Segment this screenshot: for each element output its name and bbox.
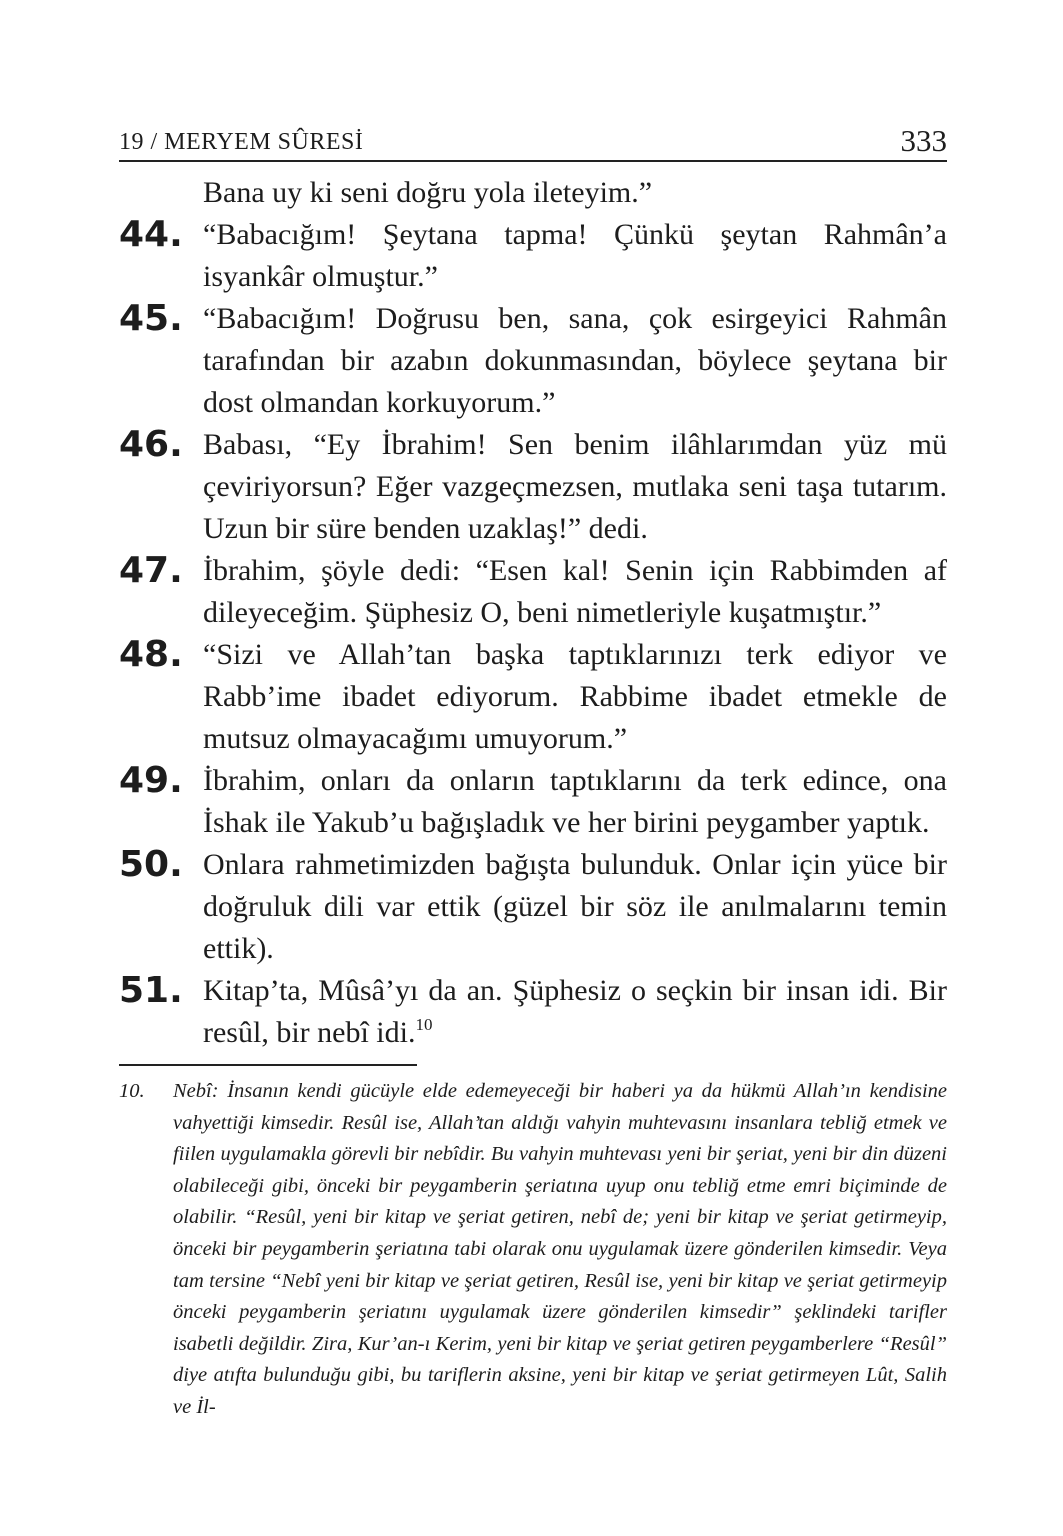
verse-47 <box>119 550 947 634</box>
footnote-reference[interactable]: 10 <box>415 1015 433 1034</box>
verse-number: 44. <box>119 214 183 255</box>
verse-45 <box>119 298 947 424</box>
verse-48 <box>119 634 947 760</box>
footnote-mark: 10. <box>119 1080 145 1102</box>
verse-text: Babası, “Ey İbrahim! Sen benim ilâhlarımdan yüz mü çeviriyorsun? Eğer vazgeçmezsen, mutlaka seni taşa tutarım. Uzun bir süre benden uzaklaş!” dedi. <box>203 428 947 545</box>
verse-number: 51. <box>119 970 183 1011</box>
page-number: 333 <box>900 123 947 158</box>
verse-text: Kitap’ta, Mûsâ’yı da an. Şüphesiz o seçkin bir insan idi. Bir resûl, bir nebî idi. <box>203 974 947 1049</box>
verse-51 <box>119 970 947 1054</box>
verse-number: 48. <box>119 634 183 675</box>
verse-text: “Babacığım! Doğrusu ben, sana, çok esirgeyici Rahmân tarafından bir azabın dokunmasından, böylece şeytana bir dost olmandan korkuyorum.” <box>203 302 947 419</box>
verse-text: İbrahim, şöyle dedi: “Esen kal! Senin için Rabbimden af dileyeceğim. Şüphesiz O, beni nimetleriyle kuşatmıştır.” <box>203 554 947 629</box>
verse-text: “Sizi ve Allah’tan başka taptıklarınızı terk ediyor ve Rabb’ime ibadet ediyorum. Rabbime ibadet etmekle de mutsuz olmayacağımı umuyorum.” <box>203 638 947 755</box>
verse-continuation: Bana uy ki seni doğru yola ileteyim.” <box>203 176 653 209</box>
verse-text: Onlara rahmetimizden bağışta bulunduk. Onlar için yüce bir doğruluk dili var ettik (güzel bir söz ile anılmalarını temin ettik). <box>203 848 947 965</box>
verse-50 <box>119 844 947 970</box>
verse-number: 45. <box>119 298 183 339</box>
verse-number: 46. <box>119 424 183 465</box>
running-head: 19 / MERYEM SÛRESİ <box>119 129 364 155</box>
footnote-10 <box>119 1076 947 1424</box>
footnote-divider <box>119 1064 417 1066</box>
verse-text: “Babacığım! Şeytana tapma! Çünkü şeytan Rahmân’a isyankâr olmuştur.” <box>203 218 947 293</box>
verse-text-wrap <box>203 970 947 1054</box>
verse-number: 49. <box>119 760 183 801</box>
verse-46 <box>119 424 947 550</box>
footnote-text: Nebî: İnsanın kendi gücüyle elde edemeyeceği bir haberi ya da hükmü Allah’ın kendisine vahyettiği kimsedir. Resûl ise, Allah’tan aldığı vahyin muhtevasını insanlara tebliğ etmek ve fiilen uygulamakla görevli bir nebîdir. Bu vahyin muhtevası yeni bir şeriat, yeni bir din düzeni olabileceği gibi, önceki bir peygamberin şeriatına uyup onu tebliğ etme emri biçiminde de olabilir. “Resûl, yeni bir kitap ve şeriat getiren, nebî de; yeni bir kitap ve şeriat getirmeyip, önceki bir peygamberin şeriatına tabi olarak onu uygulamak üzere gönderilen kimsedir. Veya tam tersine “Nebî yeni bir kitap ve şeriat getiren, Resûl ise, yeni bir kitap ve şeriat getirmeyip önceki peygamberin şeriatını uygulamak üzere gönderilen kimsedir” şeklindeki tarifler isabetli değildir. Zira, Kur’an-ı Kerim, yeni bir kitap ve şeriat getiren peygamberlere “Resûl” diye atıfta bulunduğu gibi, bu tariflerin aksine, yeni bir kitap ve şeriat getirmeyen Lût, Salih ve İl- <box>173 1080 947 1418</box>
verse-number: 47. <box>119 550 183 591</box>
verse-44 <box>119 214 947 298</box>
verse-text: İbrahim, onları da onların taptıklarını da terk edince, ona İshak ile Yakub’u bağışladık ve her birini peygamber yaptık. <box>203 764 947 839</box>
page-header <box>119 112 947 162</box>
verse-number: 50. <box>119 844 183 885</box>
verse-49 <box>119 760 947 844</box>
verses-section <box>119 172 947 1054</box>
book-page <box>119 112 947 1424</box>
